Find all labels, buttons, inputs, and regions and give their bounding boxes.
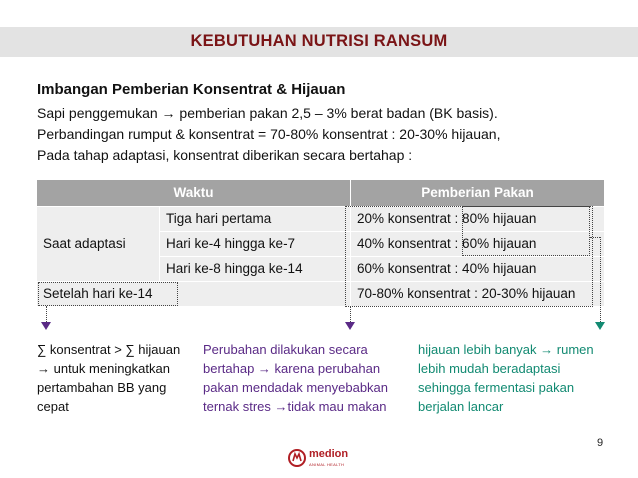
logo-wordmark: medion bbox=[309, 448, 349, 460]
row-feed: 40% konsentrat : 60% hijauan bbox=[351, 232, 605, 257]
row-time: Hari ke-4 hingga ke-7 bbox=[160, 232, 351, 257]
note-left-line: pertambahan BB yang bbox=[37, 380, 167, 395]
highlight-after-box bbox=[38, 282, 178, 306]
section-subtitle: Imbangan Pemberian Konsentrat & Hijauan bbox=[37, 81, 346, 98]
page-number: 9 bbox=[597, 437, 604, 449]
note-middle-line: ternak stres →tidak mau makan bbox=[203, 399, 387, 414]
note-left-line: → untuk meningkatkan bbox=[37, 361, 170, 376]
connector-right bbox=[600, 237, 601, 326]
row-feed: 20% konsentrat : 80% hijauan bbox=[351, 207, 605, 232]
note-right-line: hijauan lebih banyak → rumen bbox=[418, 342, 594, 357]
page-title: KEBUTUHAN NUTRISI RANSUM bbox=[190, 32, 448, 50]
stage-adaptation: Saat adaptasi bbox=[37, 207, 160, 282]
paragraph-line-2: Perbandingan rumput & konsentrat = 70-80% konsentrat : 20-30% hijauan, bbox=[37, 126, 501, 142]
row-time: Hari ke-8 hingga ke-14 bbox=[160, 257, 351, 282]
table-header-row bbox=[37, 180, 605, 207]
header-feed: Pemberian Pakan bbox=[351, 180, 605, 207]
note-middle-line: Perubahan dilakukan secara bbox=[203, 342, 368, 357]
note-right-line: berjalan lancar bbox=[418, 399, 504, 414]
header-time: Waktu bbox=[37, 180, 351, 207]
arrow-middle-icon bbox=[345, 322, 355, 330]
note-left-line: ∑ konsentrat > ∑ hijauan bbox=[37, 342, 181, 357]
note-middle-line: pakan mendadak menyebabkan bbox=[203, 380, 389, 395]
note-left-line: cepat bbox=[37, 399, 69, 414]
note-right bbox=[418, 340, 594, 416]
row-feed: 60% konsentrat : 40% hijauan bbox=[351, 257, 605, 282]
paragraph-line-1: Sapi penggemukan → pemberian pakan 2,5 – 3% berat badan (BK basis). bbox=[37, 105, 498, 121]
note-middle-line: bertahap → karena perubahan bbox=[203, 361, 381, 376]
note-right-line: sehingga fermentasi pakan bbox=[418, 380, 575, 395]
note-right-line: lebih mudah beradaptasi bbox=[418, 361, 561, 376]
row-time: Tiga hari pertama bbox=[160, 207, 351, 232]
note-left bbox=[37, 340, 180, 416]
logo-tagline: ANIMAL HEALTH bbox=[309, 462, 345, 467]
row-time-after: Setelah hari ke-14 bbox=[37, 282, 351, 307]
row-feed-after: 70-80% konsentrat : 20-30% hijauan bbox=[351, 282, 605, 307]
medion-logo bbox=[287, 446, 351, 472]
arrow-right-icon bbox=[595, 322, 605, 330]
note-middle bbox=[203, 340, 388, 416]
highlight-hijauan-box bbox=[462, 206, 590, 256]
arrow-left-icon bbox=[41, 322, 51, 330]
connector-right-horizontal bbox=[590, 237, 600, 238]
paragraph-line-3: Pada tahap adaptasi, konsentrat diberikan secara bertahap : bbox=[37, 147, 413, 163]
